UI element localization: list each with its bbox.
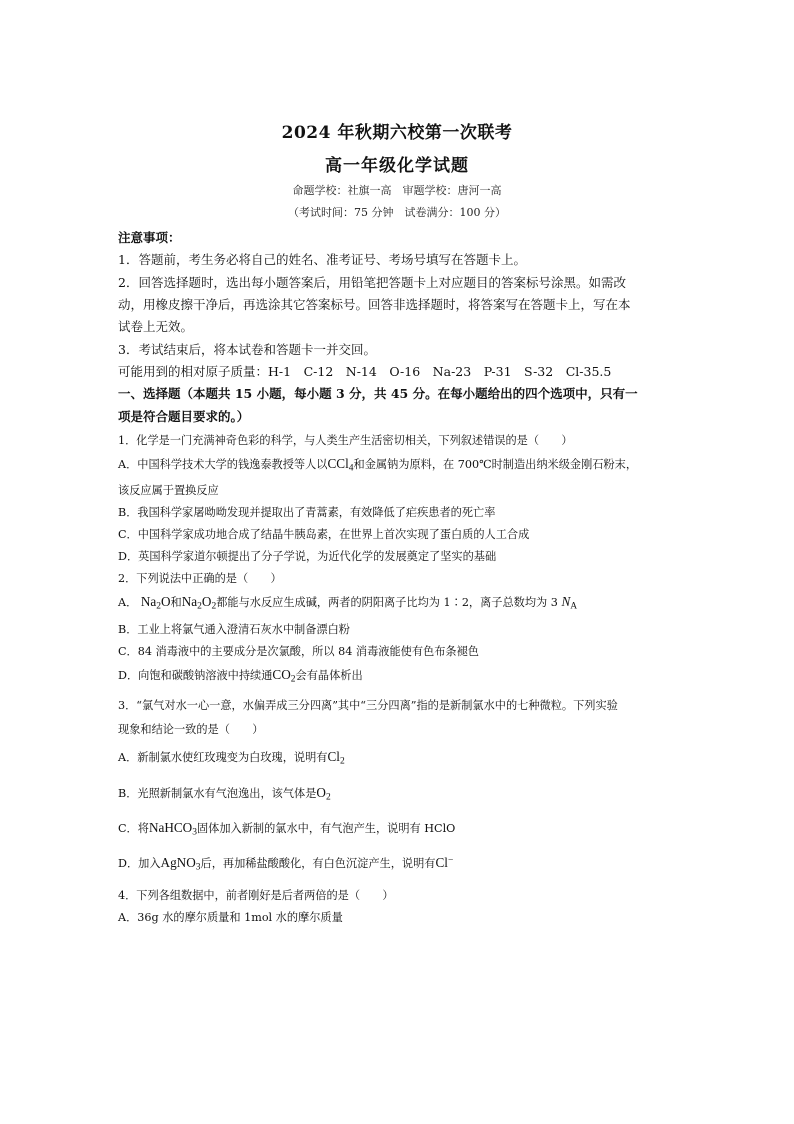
formula-cl2: $Cl_2$ — [327, 749, 345, 767]
question-2-option-d: D．向饱和碳酸钠溶液中持续通$CO_2$会有晶体析出 — [118, 667, 363, 685]
question-1-stem: 1．化学是一门充满神奇色彩的科学，与人类生产生活密切相关，下列叙述错误的是（ ） — [118, 434, 573, 447]
formula-na2o2: $Na_2O_2$ — [181, 594, 217, 612]
paper-title: 高一年级化学试题 — [325, 156, 469, 176]
formula-nahco3: NaHCO$_3$ — [148, 820, 197, 838]
formula-na2o: $Na_2O$ — [140, 594, 171, 612]
exam-title: 2024 年秋期六校第一次联考 — [281, 123, 513, 143]
question-2-option-c: C．84 消毒液中的主要成分是次氯酸，所以 84 消毒液能使有色布条褪色 — [118, 645, 479, 658]
question-3-option-d: D．加入AgNO$_3$后，再加稀盐酸酸化，有白色沉淀产生，说明有Cl− — [118, 855, 454, 873]
formula-avogadro: $N_A$ — [561, 594, 578, 612]
question-4-stem: 4．下列各组数据中，前者刚好是后者两倍的是（ ） — [118, 889, 394, 902]
formula-ccl4: CCl$_4$ — [327, 456, 354, 474]
time-info: （考试时间：75 分钟 试卷满分：100 分） — [288, 206, 506, 219]
formula-o2: $O_2$ — [316, 785, 331, 803]
section-1-heading-line-2: 项是符合题目要求的。） — [118, 409, 250, 424]
question-2-option-b: B．工业上将氯气通入澄清石灰水中制备漂白粉 — [118, 623, 350, 636]
question-2-option-a: A． $Na_2O$和$Na_2O_2$都能与水反应生成碱，两者的阴阳离子比均为 1∶2，离子总数均为 3 $N_A$ — [118, 594, 578, 612]
formula-co2: $CO_2$ — [272, 667, 296, 685]
notice-heading: 注意事项： — [118, 230, 181, 245]
notice-item-3: 3．考试结束后，将本试卷和答题卡一并交回。 — [118, 342, 376, 357]
question-3-option-c: C．将NaHCO$_3$固体加入新制的氯水中，有气泡产生，说明有 HClO — [118, 820, 456, 838]
question-3-option-b: B．光照新制氯水有气泡逸出，该气体是$O_2$ — [118, 785, 331, 803]
notice-item-1: 1．答题前，考生务必将自己的姓名、准考证号、考场号填写在答题卡上。 — [118, 252, 526, 267]
section-1-heading-line-1: 一、选择题（本题共 15 小题，每小题 3 分，共 45 分。在每小题给出的四个选项中，只有一 — [118, 386, 638, 401]
option-a-text-pre: A．中国科学技术大学的钱逸泰教授等人以 — [118, 458, 328, 471]
notice-item-2-line-2: 动，用橡皮擦干净后，再选涂其它答案标号。回答非选择题时，将答案写在答题卡上，写在本 — [118, 297, 631, 312]
school-info: 命题学校：社旗一高 审题学校：唐河一高 — [292, 184, 502, 197]
question-4-option-a: A．36g 水的摩尔质量和 1mol 水的摩尔质量 — [118, 911, 343, 924]
formula-chloride-ion: Cl− — [435, 855, 454, 870]
notice-item-2-line-3: 试卷上无效。 — [118, 319, 194, 334]
question-3-option-a: A．新制氯水使红玫瑰变为白玫瑰，说明有$Cl_2$ — [118, 749, 345, 767]
notice-item-2-line-1: 2．回答选择题时，选出每小题答案后，用铅笔把答题卡上对应题目的答案标号涂黑。如需改 — [118, 275, 626, 290]
question-3-stem-line-1: 3．“氯气对水一心一意，水偏弄成三分四离”其中“三分四离”指的是新制氯水中的七种微粒。下列实验 — [118, 699, 618, 712]
question-1-option-a — [118, 456, 688, 474]
option-a-text-post: 和金属钠为原料，在 700℃时制造出纳米级金刚石粉末， — [353, 458, 638, 471]
question-2-stem: 2．下列说法中正确的是（ ） — [118, 572, 282, 585]
question-1-option-d: D．英国科学家道尔顿提出了分子学说，为近代化学的发展奠定了坚实的基础 — [118, 550, 497, 563]
question-1-option-b: B．我国科学家屠呦呦发现并提取出了青蒿素，有效降低了疟疾患者的死亡率 — [118, 506, 496, 519]
atomic-masses: 可能用到的相对原子质量：H-1 C-12 N-14 O-16 Na-23 P-31 S-32 Cl-35.5 — [118, 364, 612, 379]
question-1-option-a-line-2: 该反应属于置换反应 — [118, 484, 219, 497]
question-1-option-c: C．中国科学家成功地合成了结晶牛胰岛素，在世界上首次实现了蛋白质的人工合成 — [118, 528, 530, 541]
question-3-stem-line-2: 现象和结论一致的是（ ） — [118, 723, 264, 736]
formula-agno3: AgNO$_3$ — [160, 855, 201, 873]
